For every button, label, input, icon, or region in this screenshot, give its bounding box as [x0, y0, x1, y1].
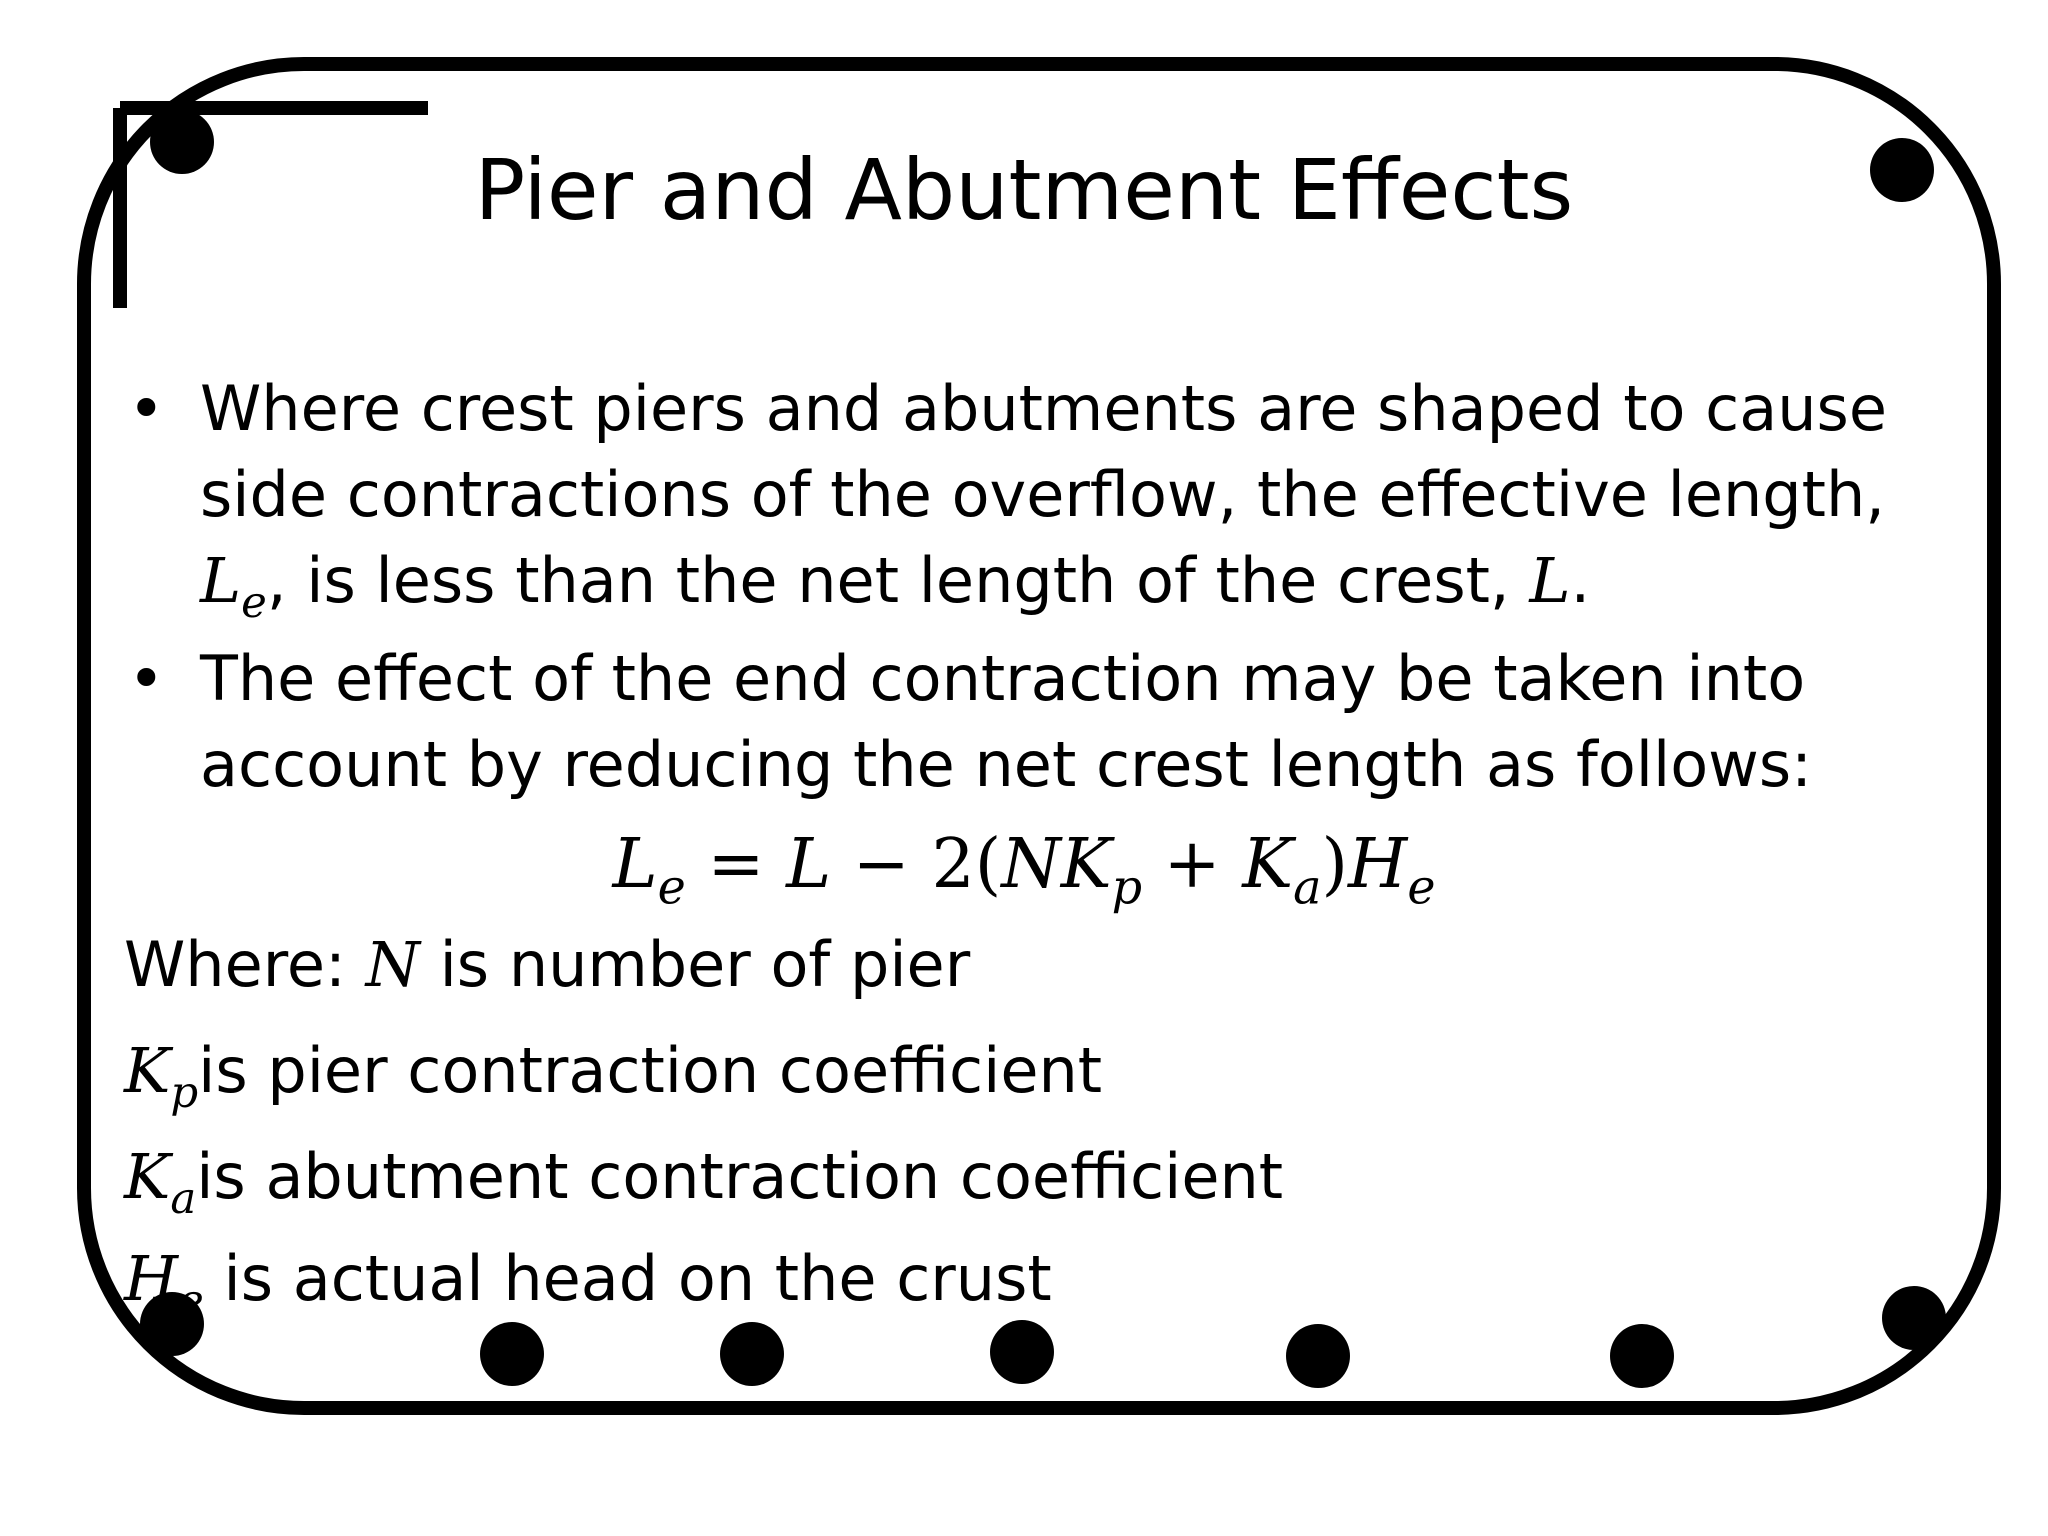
math-var: L: [786, 825, 832, 904]
math-var: L: [200, 544, 242, 617]
border-dot: [720, 1322, 784, 1386]
math-var: L: [612, 825, 658, 904]
border-dot: [1286, 1324, 1350, 1388]
definition-text: is actual head on the crust: [203, 1242, 1052, 1315]
bullet-line: [200, 538, 1900, 629]
math-var: K: [1060, 825, 1112, 904]
definition-kp: [124, 1028, 1924, 1119]
math-subscript: e: [657, 860, 686, 916]
math-subscript: a: [1293, 860, 1322, 916]
math-operator: −: [852, 825, 910, 904]
math-var: N: [1001, 825, 1061, 904]
math-number: 2(: [931, 825, 1002, 904]
bullet-text: .: [1570, 544, 1591, 617]
math-var: K: [124, 1140, 171, 1213]
math-var: N: [365, 928, 420, 1001]
math-subscript: a: [170, 1174, 197, 1225]
definition-he: [124, 1236, 1924, 1327]
math-subscript: e: [1407, 860, 1436, 916]
math-var: L: [1529, 544, 1571, 617]
math-subscript: e: [241, 578, 267, 629]
slide-title: Pier and Abutment Effects: [474, 141, 1574, 239]
bullet-line: side contractions of the overflow, the effective length,: [200, 458, 1885, 531]
definition-n: [124, 922, 1924, 1008]
definition-text: Where:: [124, 928, 366, 1001]
effective-length-formula: [0, 820, 2048, 916]
math-subscript: e: [178, 1276, 204, 1327]
math-var: K: [124, 1034, 171, 1107]
border-dot: [480, 1322, 544, 1386]
math-paren: ): [1321, 825, 1348, 904]
bullet-point-2: [128, 636, 1900, 808]
definition-ka: [124, 1134, 1924, 1225]
border-dot: [1610, 1324, 1674, 1388]
bullet-line: Where crest piers and abutments are shaped to cause: [200, 372, 1887, 445]
bullet-marker: •: [128, 642, 165, 715]
definition-text: is abutment contraction coefficient: [196, 1140, 1284, 1213]
border-dot: [990, 1320, 1054, 1384]
bullet-text: , is less than the net length of the crest,: [266, 544, 1530, 617]
math-subscript: p: [1111, 860, 1143, 916]
definition-text: is pier contraction coefficient: [198, 1034, 1103, 1107]
math-operator: +: [1163, 825, 1221, 904]
math-var: K: [1242, 825, 1294, 904]
bullet-line: account by reducing the net crest length as follows:: [200, 728, 1813, 801]
math-var: H: [124, 1242, 179, 1315]
math-var: H: [1348, 825, 1408, 904]
bullet-point-1: [128, 366, 1900, 629]
math-subscript: p: [170, 1068, 199, 1119]
definition-text: is number of pier: [419, 928, 971, 1001]
bullet-marker: •: [128, 372, 165, 445]
bullet-line: The effect of the end contraction may be taken into: [200, 642, 1806, 715]
math-operator: =: [707, 825, 765, 904]
